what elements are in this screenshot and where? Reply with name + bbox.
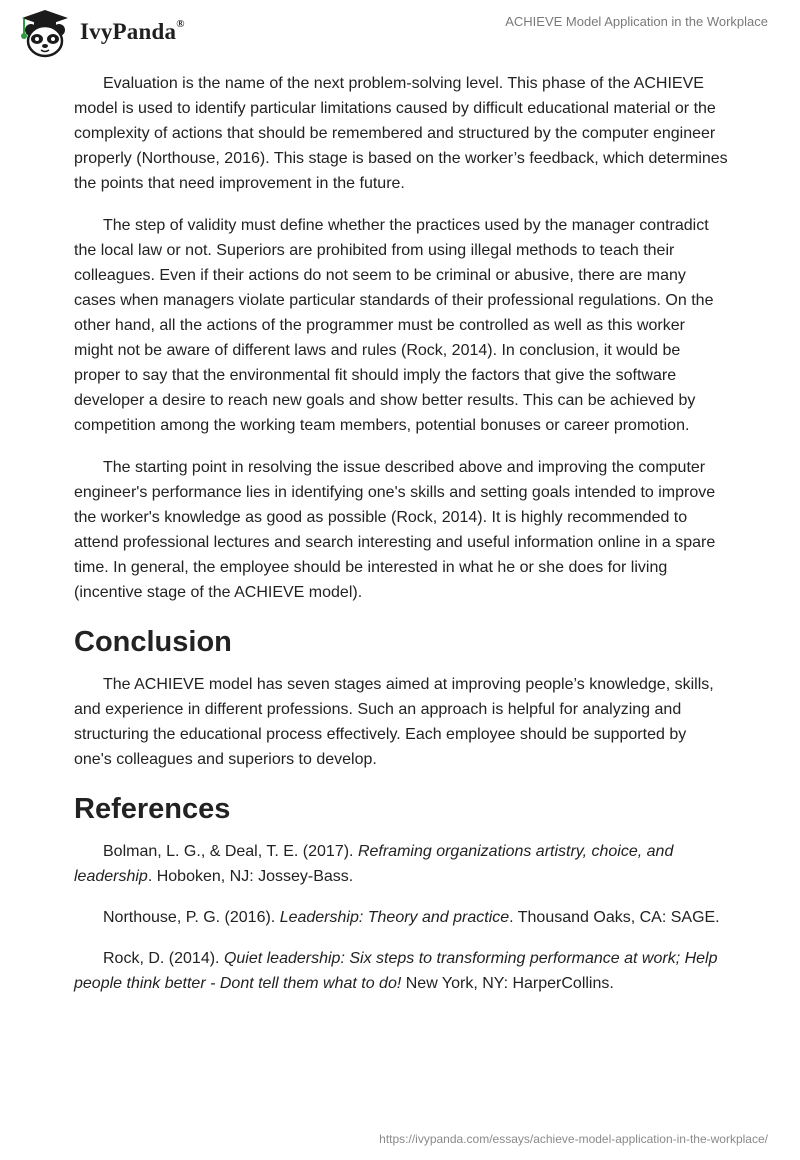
paragraph-evaluation: Evaluation is the name of the next problem-solving level. This phase of the ACHIEVE model is used to identify particular limitations caused by difficult educational material or the complexity of actions that should be remembered and structured by the computer engineer properly (Northouse, 2016). This stage is based on the worker’s feedback, which determines the points that need improvement in the future. <box>74 75 728 192</box>
paragraph-validity: The step of validity must define whether the practices used by the manager contradict the local law or not. Superiors are prohibited from using illegal methods to teach their colleagues. Even if their actions do not seem to be criminal or abusive, there are many cases when managers violate particular standards of their professional regulations. On the other hand, all the actions of the programmer must be controlled as well as this worker might not be aware of different laws and rules (Rock, 2014). In conclusion, it would be proper to say that the environmental fit should imply the factors that give the software developer a desire to reach new goals and show better results. This can be achieved by competition among the working team members, potential bonuses or career promotion. <box>74 217 714 434</box>
brand-name[interactable]: IvyPanda® <box>80 18 185 44</box>
conclusion-heading: Conclusion <box>74 626 232 658</box>
source-url-link[interactable]: https://ivypanda.com/essays/achieve-model-application-in-the-workplace/ <box>379 1132 768 1146</box>
paragraph-starting-point: The starting point in resolving the issue described above and improving the computer engineer's performance lies in identifying one's skills and setting goals intended to improve the worker's knowledge as good as possible (Rock, 2014). It is highly recommended to attend professional lectures and search interesting and useful information online in a spare time. In general, the employee should be interested in what he or she does for living (incentive stage of the ACHIEVE model). <box>74 459 716 601</box>
reference-item: Bolman, L. G., & Deal, T. E. (2017). Reframing organizations artistry, choice, and leadership. Hoboken, NJ: Jossey-Bass. <box>74 843 674 885</box>
paragraph-conclusion: The ACHIEVE model has seven stages aimed at improving people’s knowledge, skills, and experience in different professions. Such an approach is helpful for analyzing and structuring the educational process effectively. Each employee should be supported by one's colleagues and superiors to develop. <box>74 676 714 768</box>
page-header <box>0 0 800 62</box>
article-body <box>74 71 728 1012</box>
references-heading: References <box>74 793 231 825</box>
reference-item: Rock, D. (2014). Quiet leadership: Six steps to transforming performance at work; Help people think better - Dont tell them what to do! New York, NY: HarperCollins. <box>74 950 718 992</box>
running-title: ACHIEVE Model Application in the Workplace <box>505 14 768 29</box>
ivypanda-logo-icon[interactable] <box>14 8 76 58</box>
reference-item: Northouse, P. G. (2016). Leadership: Theory and practice. Thousand Oaks, CA: SAGE. <box>103 909 720 926</box>
